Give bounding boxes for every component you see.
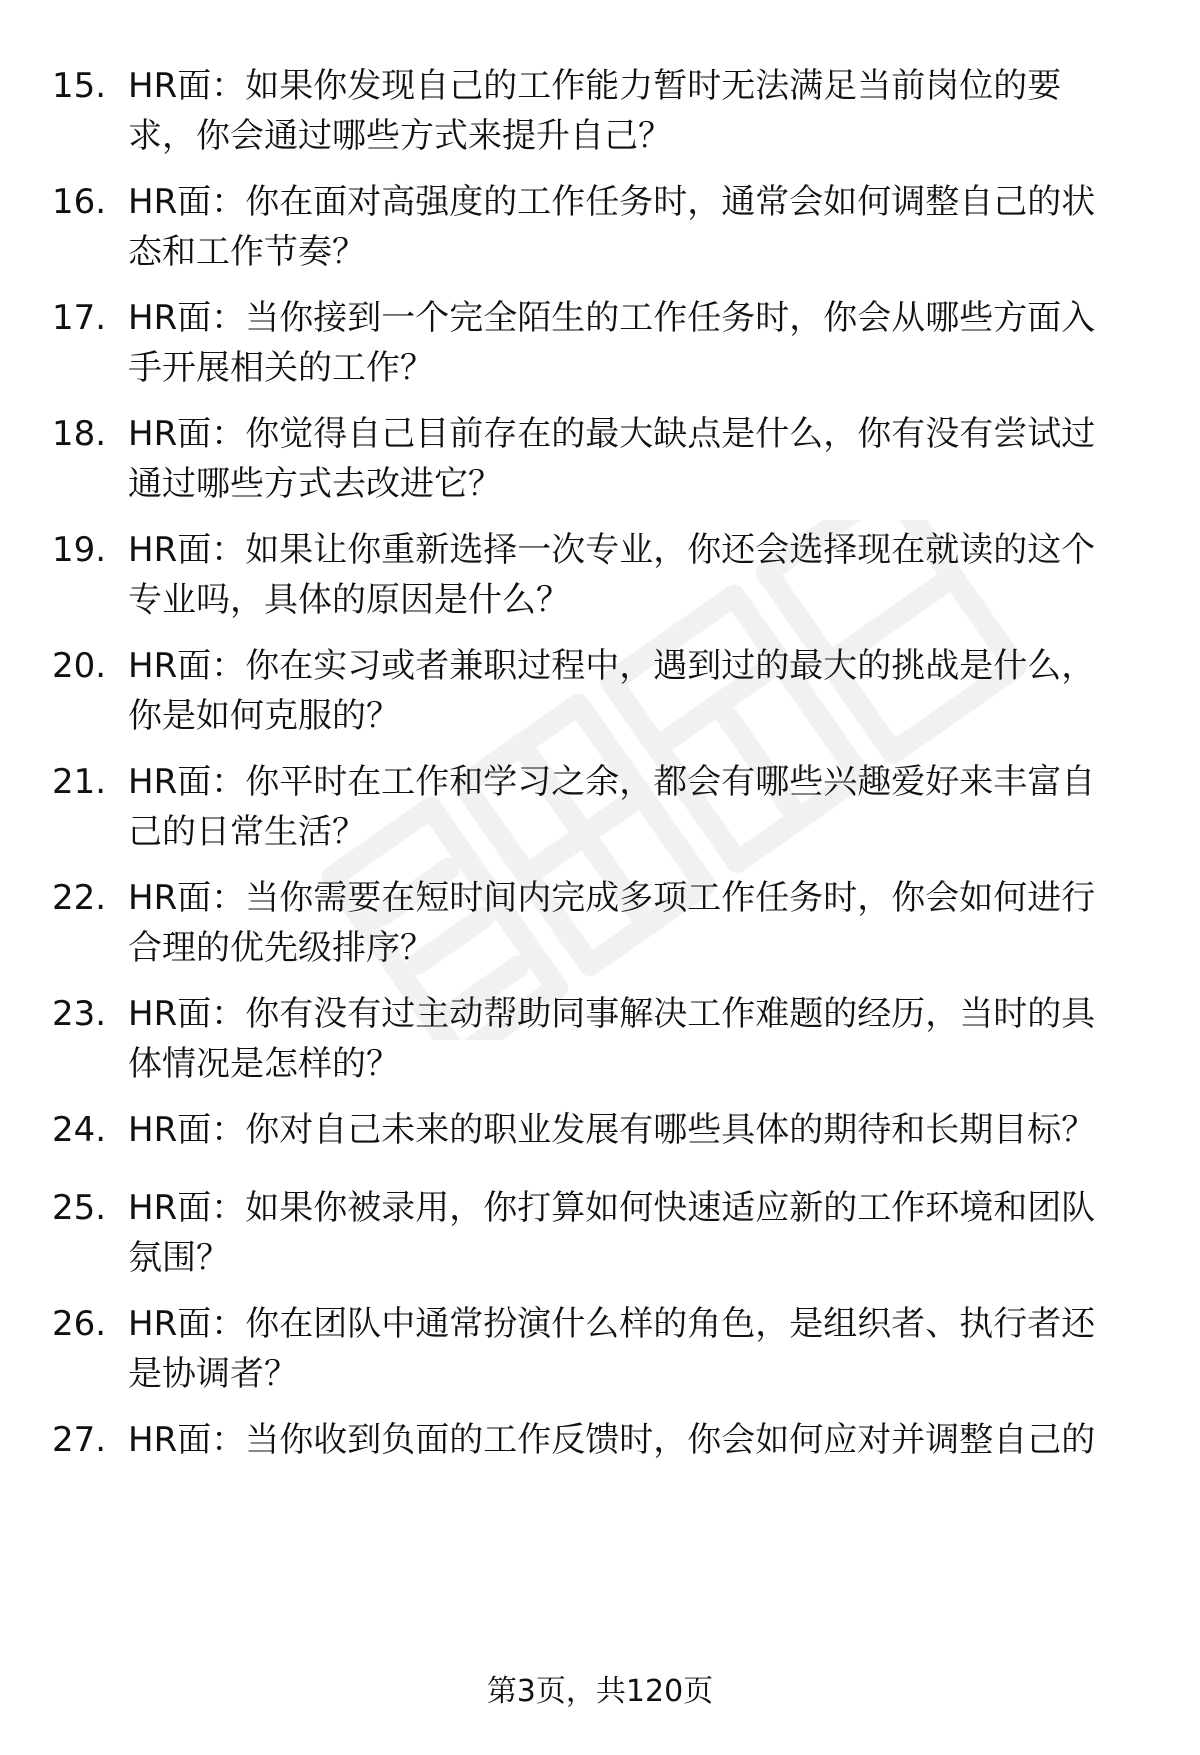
question-text-line: 态和工作节奏？ xyxy=(128,232,366,272)
question-text xyxy=(128,409,1158,509)
question-text-line: HR面：如果你发现自己的工作能力暂时无法满足当前岗位的要 xyxy=(128,66,1062,106)
question-text xyxy=(128,757,1158,857)
question-text xyxy=(128,177,1158,277)
question-number: 19. xyxy=(52,530,107,570)
question-number: 22. xyxy=(52,878,107,918)
question-number: 27. xyxy=(52,1420,107,1460)
question-text-line: 合理的优先级排序？ xyxy=(128,928,434,968)
question-text xyxy=(128,293,1158,393)
question-text-line: 体情况是怎样的？ xyxy=(128,1044,400,1084)
question-text xyxy=(128,61,1158,161)
question-text xyxy=(128,989,1158,1089)
question-number: 17. xyxy=(52,298,107,338)
question-text-line: 是协调者？ xyxy=(128,1354,298,1394)
page-number-footer: 第3页，共120页 xyxy=(486,1674,714,1709)
question-text-line: HR面：当你收到负面的工作反馈时，你会如何应对并调整自己的 xyxy=(128,1420,1096,1460)
question-text-line: HR面：如果让你重新选择一次专业，你还会选择现在就读的这个 xyxy=(128,530,1096,570)
question-text-line: HR面：你平时在工作和学习之余，都会有哪些兴趣爱好来丰富自 xyxy=(128,762,1096,802)
question-number: 25. xyxy=(52,1188,107,1228)
question-number: 16. xyxy=(52,182,107,222)
question-number: 21. xyxy=(52,762,107,802)
question-text xyxy=(128,1183,1158,1283)
question-text-line: HR面：你在面对高强度的工作任务时，通常会如何调整自己的状 xyxy=(128,182,1096,222)
question-number: 26. xyxy=(52,1304,107,1344)
question-text-line: HR面：你有没有过主动帮助同事解决工作难题的经历，当时的具 xyxy=(128,994,1096,1034)
question-number: 18. xyxy=(52,414,107,454)
question-text-line: HR面：当你接到一个完全陌生的工作任务时，你会从哪些方面入 xyxy=(128,298,1096,338)
question-text-line: 手开展相关的工作？ xyxy=(128,348,434,388)
question-text-line: 通过哪些方式去改进它？ xyxy=(128,464,502,504)
question-text-line: 己的日常生活？ xyxy=(128,812,366,852)
question-text xyxy=(128,1415,1158,1465)
question-text-line: HR面：当你需要在短时间内完成多项工作任务时，你会如何进行 xyxy=(128,878,1096,918)
question-text-line: 你是如何克服的？ xyxy=(128,696,400,736)
question-text-line: 氛围？ xyxy=(128,1238,230,1278)
question-text-line: HR面：如果你被录用，你打算如何快速适应新的工作环境和团队 xyxy=(128,1188,1096,1228)
question-text xyxy=(128,873,1158,973)
question-number: 20. xyxy=(52,646,107,686)
question-text-line: HR面：你觉得自己目前存在的最大缺点是什么，你有没有尝试过 xyxy=(128,414,1096,454)
question-text-line: 求，你会通过哪些方式来提升自己？ xyxy=(128,116,672,156)
question-number: 23. xyxy=(52,994,107,1034)
question-text xyxy=(128,525,1158,625)
question-text-line: 专业吗，具体的原因是什么？ xyxy=(128,580,570,620)
question-text-line: HR面：你对自己未来的职业发展有哪些具体的期待和长期目标？ xyxy=(128,1110,1096,1150)
question-text xyxy=(128,1105,1158,1155)
question-text-line: HR面：你在实习或者兼职过程中，遇到过的最大的挑战是什么， xyxy=(128,646,1096,686)
question-text-line: HR面：你在团队中通常扮演什么样的角色，是组织者、执行者还 xyxy=(128,1304,1096,1344)
question-number: 24. xyxy=(52,1110,107,1150)
question-text xyxy=(128,1299,1158,1399)
question-number: 15. xyxy=(52,66,107,106)
question-text xyxy=(128,641,1158,741)
